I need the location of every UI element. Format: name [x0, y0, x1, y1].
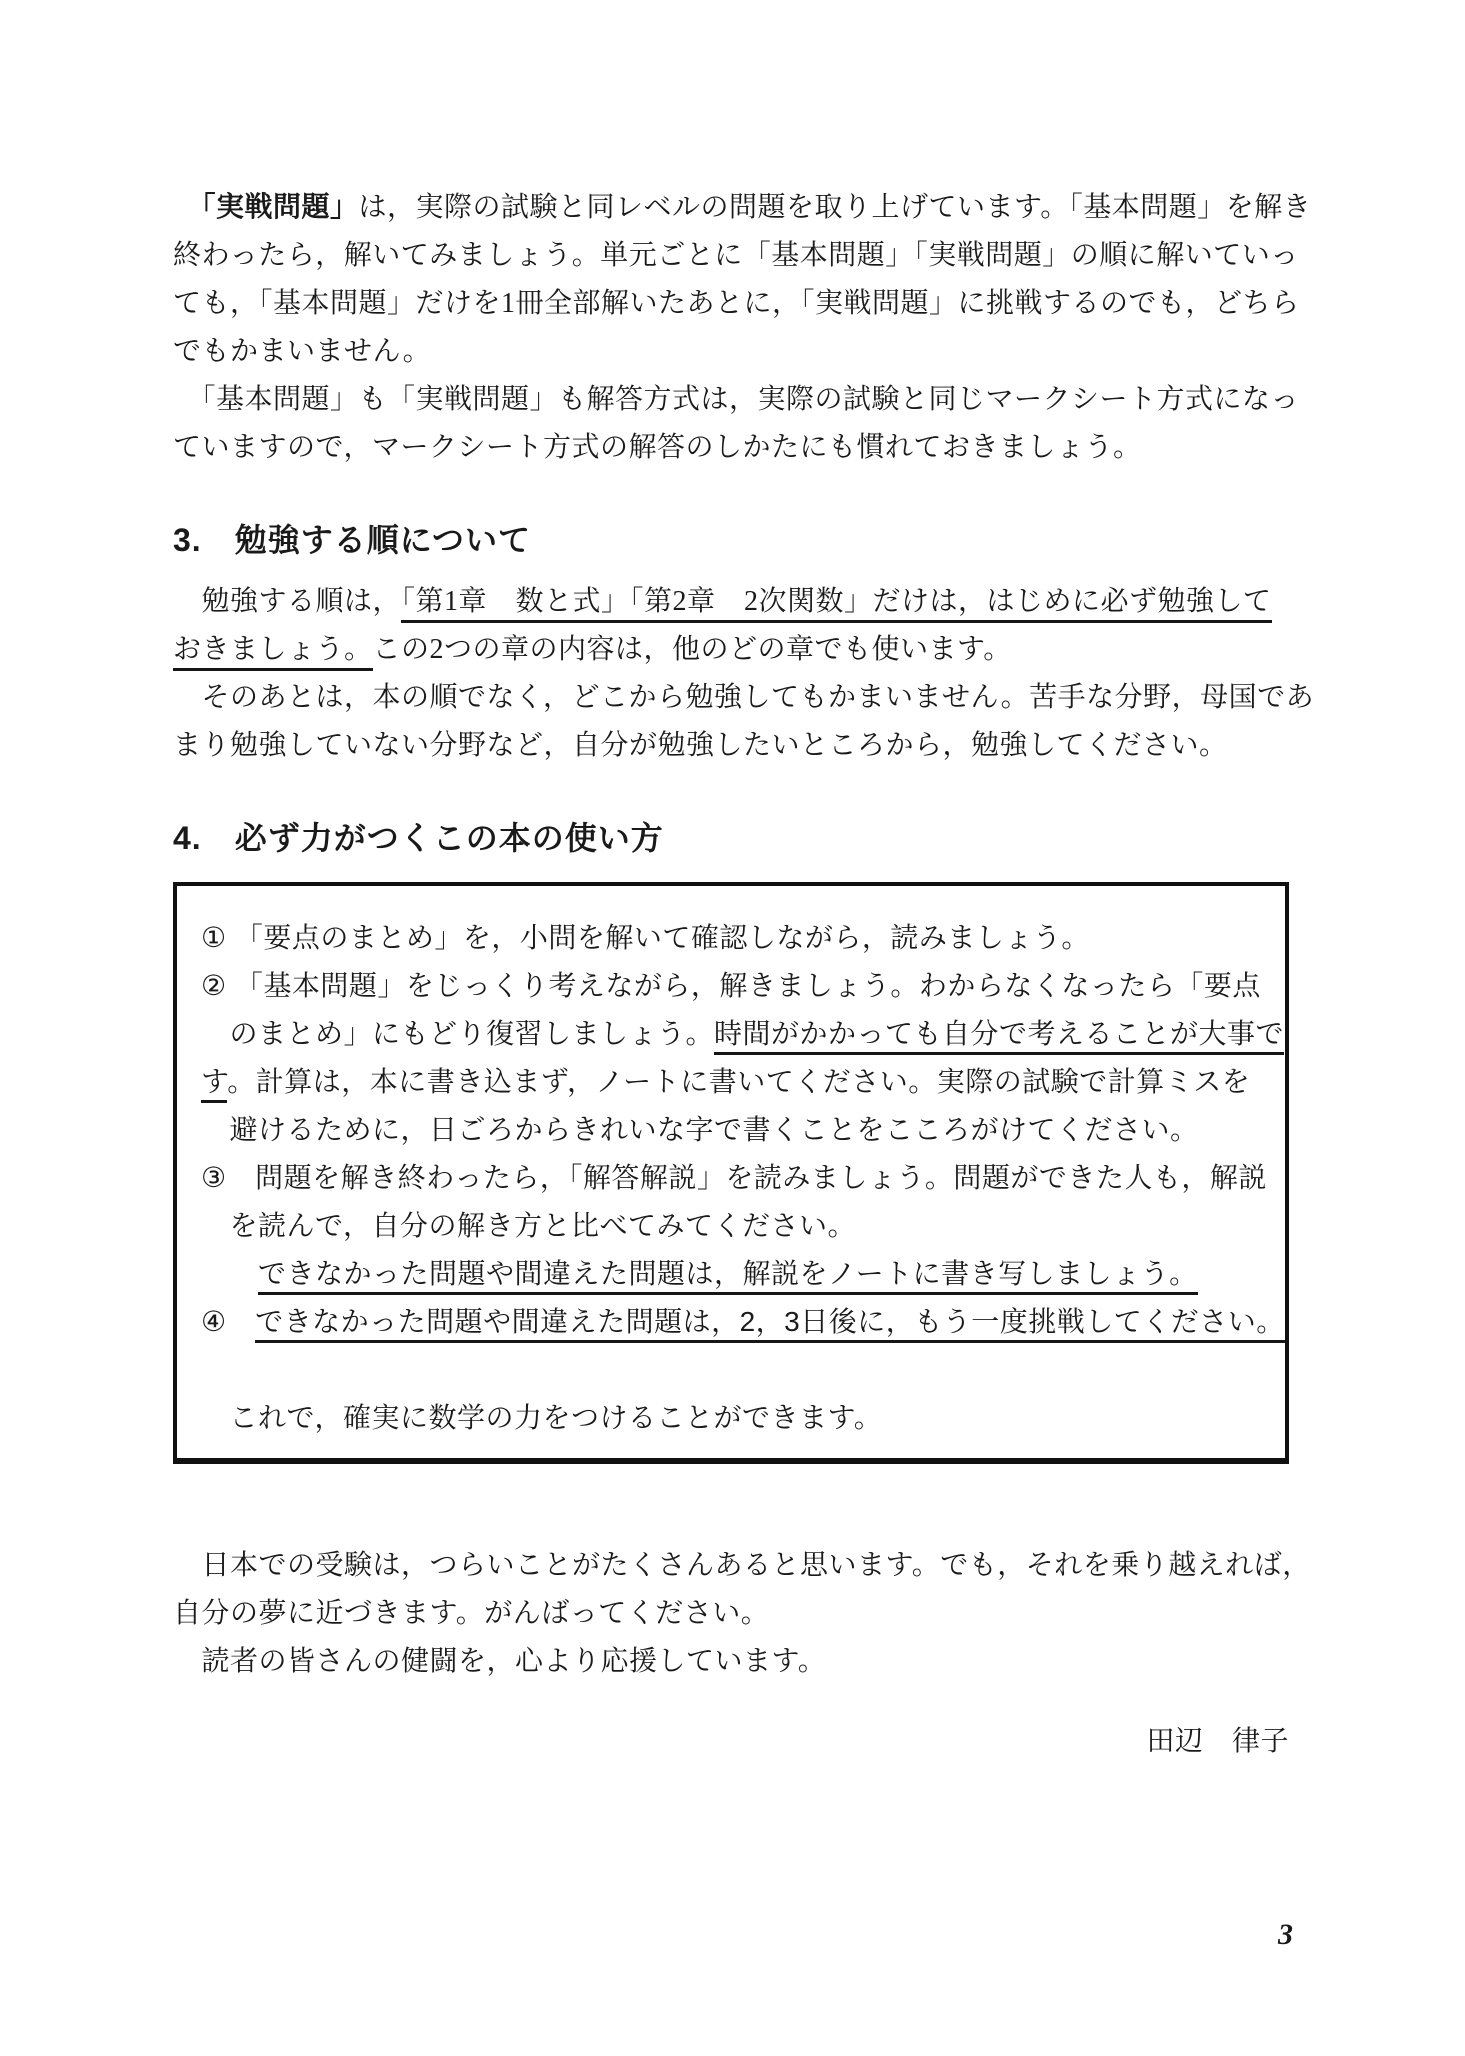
text-segment: 読者の皆さんの健闘を，心より応援しています。: [173, 1646, 827, 1677]
text-line: [173, 280, 1300, 328]
text-segment: ていますので，マークシート方式の解答のしかたにも慣れておきましょう。: [173, 432, 1142, 463]
text-line: [173, 183, 1312, 232]
text-segment: ても，「基本問題」だけを1冊全部解いたあとに，「実戦問題」に挑戦するのでも，どちら: [173, 288, 1300, 319]
text-line: [201, 1394, 1265, 1442]
usage-steps-box: [173, 882, 1289, 1464]
para-study-order: [173, 578, 1289, 674]
text-segment: この2つの章の内容は，他のどの章でも使います。: [372, 634, 1012, 665]
text-segment: ② 「基本問題」をじっくり考えながら，解きましょう。わからなくなったら「要点: [201, 970, 1261, 1001]
underlined-text: おきましょう。: [173, 634, 373, 671]
text-line: [201, 1346, 1265, 1394]
text-line: [173, 328, 1289, 376]
bold-text: 「実戦問題」: [201, 191, 359, 222]
text-segment: まり勉強していない分野など，自分が勉強したいところから，勉強してください。: [173, 730, 1228, 761]
text-segment: そのあとは，本の順でなく，どこから勉強してもかまいません。苦手な分野，母国であ: [173, 682, 1315, 713]
document-content: [173, 183, 1315, 1766]
underlined-text: 時間がかかっても自分で考えることが大事で: [714, 1018, 1284, 1055]
text-line: [201, 1106, 1265, 1154]
text-segment: 日本での受験は，つらいことがたくさんあると思います。でも，それを乗り越えれば，: [173, 1550, 1311, 1581]
text-segment: 終わったら，解いてみましょう。単元ごとに「基本問題」「実戦問題」の順に解いていっ: [173, 240, 1299, 271]
text-segment: ① 「要点のまとめ」を，小問を解いて確認しながら，読みましょう。: [201, 922, 1090, 953]
text-segment: 勉強する順は，: [173, 586, 402, 617]
text-segment: [173, 192, 202, 223]
text-segment: は，実際の試験と同レベルの問題を取り上げています。「基本問題」を解き: [358, 192, 1312, 223]
text-line: [201, 1154, 1265, 1202]
text-line: [201, 1298, 1285, 1346]
text-segment: 「基本問題」も「実戦問題」も解答方式は，実際の試験と同じマークシート方式になっ: [173, 384, 1300, 415]
text-line: [173, 1638, 1289, 1686]
text-line: [173, 626, 1289, 674]
text-line: [173, 722, 1289, 770]
text-segment: でもかまいません。: [173, 336, 432, 367]
text-segment: のまとめ」にもどり復習しましょう。: [201, 1018, 715, 1049]
text-line: [173, 424, 1289, 472]
text-line: [201, 1250, 1265, 1298]
underlined-text: す: [201, 1066, 227, 1103]
underlined-text: できなかった問題や間違えた問題は，2，3日後に，もう一度挑戦してください。: [255, 1306, 1285, 1343]
text-line: [173, 376, 1300, 424]
text-segment: これで，確実に数学の力をつけることができます。: [201, 1402, 883, 1433]
text-line: [201, 1010, 1285, 1058]
text-segment: 田辺 律子: [1146, 1726, 1289, 1757]
text-line: [173, 232, 1299, 280]
text-segment: ③ 問題を解き終わったら，「解答解説」を読みましょう。問題ができた人も，解説: [201, 1162, 1267, 1193]
text-line: [173, 1718, 1289, 1766]
text-line: [201, 1202, 1265, 1250]
underlined-text: 「第1章 数と式」「第2章 2次関数」だけは，はじめに必ず勉強して: [401, 586, 1272, 623]
para-mark-sheet: [173, 376, 1300, 472]
heading-study-order: 3. 勉強する順について: [173, 522, 532, 558]
author-name: [173, 1718, 1289, 1766]
text-segment: [201, 1258, 258, 1289]
text-line: [201, 914, 1265, 962]
text-segment: 自分の夢に近づきます。がんばってください。: [173, 1598, 770, 1629]
para-encouragement: [173, 1542, 1311, 1638]
text-segment: ④: [201, 1306, 256, 1337]
text-line: [173, 578, 1289, 626]
text-segment: を読んで，自分の解き方と比べてみてください。: [201, 1210, 856, 1241]
text-segment: 避けるために，日ごろからきれいな字で書くことをこころがけてください。: [201, 1114, 1199, 1145]
heading-how-to-use: 4. 必ず力がつくこの本の使い方: [173, 820, 664, 856]
text-line: [201, 1058, 1265, 1106]
text-line: [173, 674, 1315, 722]
text-line: [201, 962, 1265, 1010]
text-line: [173, 1590, 1289, 1638]
underlined-text: できなかった問題や間違えた問題は，解説をノートに書き写しましょう。: [258, 1258, 1198, 1295]
text-segment: 。計算は，本に書き込まず，ノートに書いてください。実際の試験で計算ミスを: [227, 1066, 1251, 1097]
para-jissen-mondai: [173, 183, 1312, 376]
page-number: 3: [1278, 1918, 1293, 1951]
text-line: [173, 1542, 1311, 1590]
para-study-anywhere: [173, 674, 1315, 770]
para-support: [173, 1638, 1289, 1686]
